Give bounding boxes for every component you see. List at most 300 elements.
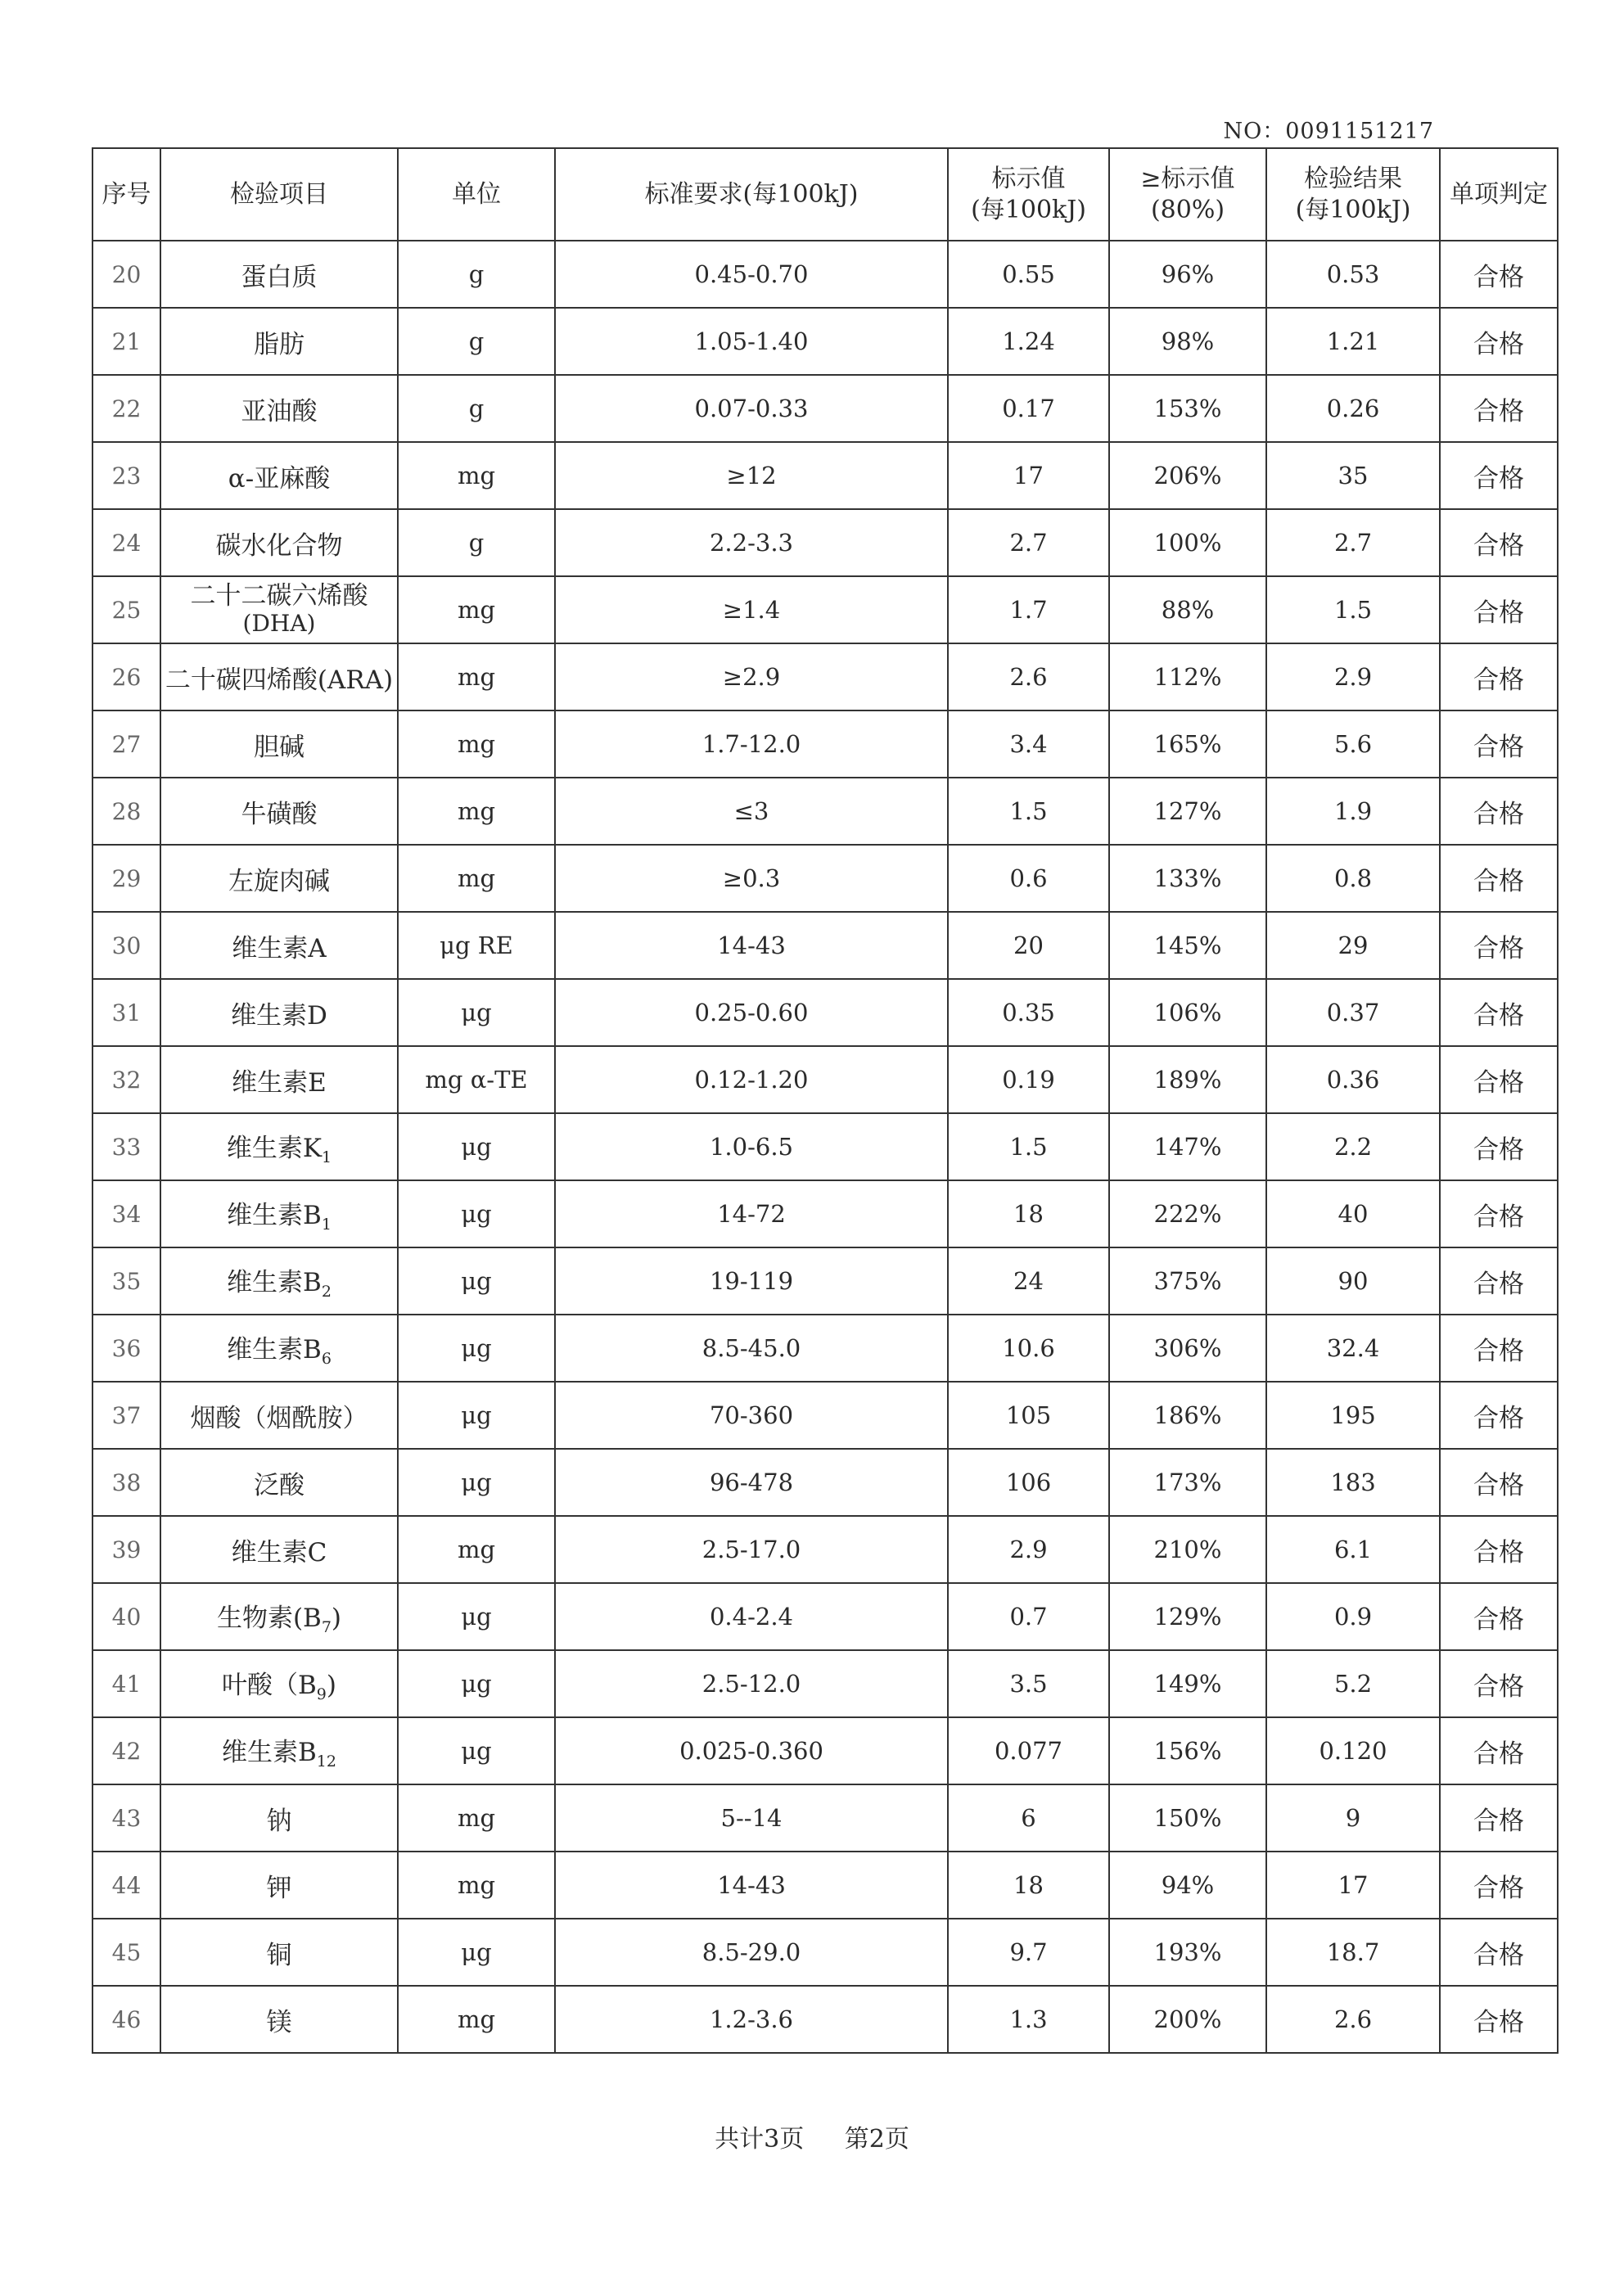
row-label-value: 20 xyxy=(948,912,1109,979)
row-item-name: 维生素B xyxy=(222,1737,317,1767)
row-ratio: 145% xyxy=(1109,912,1266,979)
row-unit: mg xyxy=(398,1784,555,1852)
row-standard: 2.2-3.3 xyxy=(555,509,948,576)
row-ratio: 222% xyxy=(1109,1180,1266,1247)
row-label-value: 1.5 xyxy=(948,778,1109,845)
row-standard: 1.05-1.40 xyxy=(555,308,948,375)
row-item xyxy=(160,576,398,643)
table-row xyxy=(92,778,1558,845)
row-item-name: α-亚麻酸 xyxy=(228,463,331,494)
row-index: 33 xyxy=(92,1113,160,1180)
row-result: 1.21 xyxy=(1266,308,1440,375)
table-row xyxy=(92,1583,1558,1650)
table-row xyxy=(92,308,1558,375)
row-item-name: 维生素D xyxy=(231,1000,327,1031)
row-result: 0.53 xyxy=(1266,241,1440,308)
row-result: 0.37 xyxy=(1266,979,1440,1046)
row-index: 40 xyxy=(92,1583,160,1650)
row-item xyxy=(160,912,398,979)
row-item-name: 维生素B xyxy=(227,1334,322,1365)
row-ratio: 206% xyxy=(1109,442,1266,509)
row-verdict: 合格 xyxy=(1440,1180,1558,1247)
row-item-name: 叶酸（B xyxy=(222,1670,317,1700)
row-standard: 8.5-45.0 xyxy=(555,1315,948,1382)
row-unit: μg xyxy=(398,1717,555,1784)
row-standard: 0.4-2.4 xyxy=(555,1583,948,1650)
row-item xyxy=(160,241,398,308)
table-row xyxy=(92,1449,1558,1516)
row-verdict: 合格 xyxy=(1440,1315,1558,1382)
row-label-value: 105 xyxy=(948,1382,1109,1449)
row-label-value: 1.24 xyxy=(948,308,1109,375)
row-unit: mg xyxy=(398,1852,555,1919)
row-label-value: 18 xyxy=(948,1852,1109,1919)
row-label-value: 1.7 xyxy=(948,576,1109,643)
row-standard: ≥0.3 xyxy=(555,845,948,912)
header-result-line2: (每100kJ) xyxy=(1295,195,1411,224)
table-row xyxy=(92,1852,1558,1919)
row-unit: mg xyxy=(398,442,555,509)
row-index: 21 xyxy=(92,308,160,375)
header-ratio-line1: ≥标示值 xyxy=(1140,164,1235,193)
row-ratio: 153% xyxy=(1109,375,1266,442)
row-item xyxy=(160,375,398,442)
row-item-name: 维生素B xyxy=(227,1200,322,1230)
row-verdict: 合格 xyxy=(1440,1516,1558,1583)
row-label-value: 3.5 xyxy=(948,1650,1109,1717)
row-item xyxy=(160,710,398,778)
row-label-value: 6 xyxy=(948,1784,1109,1852)
table-row xyxy=(92,1247,1558,1315)
row-result: 2.7 xyxy=(1266,509,1440,576)
row-index: 42 xyxy=(92,1717,160,1784)
row-standard: 70-360 xyxy=(555,1382,948,1449)
row-item-name: 钾 xyxy=(266,1873,292,1903)
report-number: NO：0091151217 xyxy=(1223,119,1434,144)
row-item-subscript: 1 xyxy=(322,1148,332,1167)
row-item-name: 亚油酸 xyxy=(241,396,318,426)
row-verdict: 合格 xyxy=(1440,1247,1558,1315)
row-item-name-line2: (DHA) xyxy=(242,610,316,637)
row-verdict: 合格 xyxy=(1440,912,1558,979)
row-unit: g xyxy=(398,308,555,375)
row-label-value: 0.35 xyxy=(948,979,1109,1046)
row-unit: μg xyxy=(398,1919,555,1986)
row-item-name: 维生素C xyxy=(231,1537,327,1568)
row-ratio: 150% xyxy=(1109,1784,1266,1852)
table-row xyxy=(92,1382,1558,1449)
row-label-value: 0.077 xyxy=(948,1717,1109,1784)
row-verdict: 合格 xyxy=(1440,1986,1558,2053)
row-label-value: 0.19 xyxy=(948,1046,1109,1113)
header-verdict: 单项判定 xyxy=(1440,148,1558,241)
row-item xyxy=(160,1382,398,1449)
row-standard: 14-43 xyxy=(555,912,948,979)
row-index: 22 xyxy=(92,375,160,442)
row-verdict: 合格 xyxy=(1440,643,1558,710)
row-label-value: 2.9 xyxy=(948,1516,1109,1583)
table-header-row xyxy=(92,148,1558,241)
row-ratio: 98% xyxy=(1109,308,1266,375)
row-verdict: 合格 xyxy=(1440,1650,1558,1717)
row-result: 0.26 xyxy=(1266,375,1440,442)
row-verdict: 合格 xyxy=(1440,1382,1558,1449)
row-label-value: 18 xyxy=(948,1180,1109,1247)
row-item xyxy=(160,845,398,912)
row-unit: mg xyxy=(398,710,555,778)
row-standard: 19-119 xyxy=(555,1247,948,1315)
header-label-value xyxy=(948,148,1109,241)
row-ratio: 94% xyxy=(1109,1852,1266,1919)
row-item xyxy=(160,308,398,375)
row-item-subscript: 12 xyxy=(316,1752,336,1771)
row-label-value: 0.55 xyxy=(948,241,1109,308)
inspection-table xyxy=(92,147,1559,2054)
row-item-name: 泛酸 xyxy=(254,1470,304,1500)
row-verdict: 合格 xyxy=(1440,1852,1558,1919)
row-standard: 14-72 xyxy=(555,1180,948,1247)
row-index: 24 xyxy=(92,509,160,576)
row-item xyxy=(160,1315,398,1382)
row-index: 43 xyxy=(92,1784,160,1852)
row-verdict: 合格 xyxy=(1440,308,1558,375)
row-index: 36 xyxy=(92,1315,160,1382)
row-label-value: 106 xyxy=(948,1449,1109,1516)
row-item xyxy=(160,1784,398,1852)
row-standard: 0.12-1.20 xyxy=(555,1046,948,1113)
row-index: 37 xyxy=(92,1382,160,1449)
row-label-value: 0.7 xyxy=(948,1583,1109,1650)
row-standard: 8.5-29.0 xyxy=(555,1919,948,1986)
header-item: 检验项目 xyxy=(160,148,398,241)
header-ratio xyxy=(1109,148,1266,241)
row-verdict: 合格 xyxy=(1440,1113,1558,1180)
row-standard: 5--14 xyxy=(555,1784,948,1852)
row-result: 2.2 xyxy=(1266,1113,1440,1180)
table-row xyxy=(92,643,1558,710)
row-verdict: 合格 xyxy=(1440,1046,1558,1113)
row-item-name: 碳水化合物 xyxy=(215,530,343,561)
row-ratio: 106% xyxy=(1109,979,1266,1046)
header-result xyxy=(1266,148,1440,241)
row-standard: ≤3 xyxy=(555,778,948,845)
row-ratio: 156% xyxy=(1109,1717,1266,1784)
row-item xyxy=(160,1583,398,1650)
row-result: 195 xyxy=(1266,1382,1440,1449)
row-item xyxy=(160,1516,398,1583)
row-label-value: 17 xyxy=(948,442,1109,509)
row-standard: 14-43 xyxy=(555,1852,948,1919)
row-item-name: 铜 xyxy=(266,1940,292,1970)
table-row xyxy=(92,576,1558,643)
row-verdict: 合格 xyxy=(1440,375,1558,442)
page-footer xyxy=(0,2118,1624,2154)
row-unit: g xyxy=(398,241,555,308)
row-item-name: 二十碳四烯酸(ARA) xyxy=(165,665,394,695)
row-verdict: 合格 xyxy=(1440,845,1558,912)
row-standard: 0.025-0.360 xyxy=(555,1717,948,1784)
row-item xyxy=(160,1046,398,1113)
row-label-value: 1.5 xyxy=(948,1113,1109,1180)
row-item-name: 镁 xyxy=(266,2007,292,2037)
row-index: 29 xyxy=(92,845,160,912)
row-item-name: 胆碱 xyxy=(254,732,304,762)
row-item-name: 生物素(B xyxy=(216,1603,322,1633)
row-unit: mg α-TE xyxy=(398,1046,555,1113)
row-verdict: 合格 xyxy=(1440,1717,1558,1784)
row-unit: μg xyxy=(398,1449,555,1516)
row-verdict: 合格 xyxy=(1440,1784,1558,1852)
row-result: 0.36 xyxy=(1266,1046,1440,1113)
row-result: 40 xyxy=(1266,1180,1440,1247)
row-ratio: 306% xyxy=(1109,1315,1266,1382)
row-item xyxy=(160,1180,398,1247)
row-verdict: 合格 xyxy=(1440,1583,1558,1650)
row-unit: mg xyxy=(398,1986,555,2053)
table-row xyxy=(92,509,1558,576)
row-result: 17 xyxy=(1266,1852,1440,1919)
row-item-subscript: 9 xyxy=(316,1685,327,1704)
row-item xyxy=(160,1247,398,1315)
row-index: 25 xyxy=(92,576,160,643)
row-verdict: 合格 xyxy=(1440,241,1558,308)
row-standard: 1.2-3.6 xyxy=(555,1986,948,2053)
table-row xyxy=(92,1986,1558,2053)
table-row xyxy=(92,1784,1558,1852)
row-unit: μg xyxy=(398,1113,555,1180)
row-item xyxy=(160,1986,398,2053)
table-row xyxy=(92,1113,1558,1180)
row-label-value: 0.6 xyxy=(948,845,1109,912)
row-unit: mg xyxy=(398,576,555,643)
header-label-value-line1: 标示值 xyxy=(991,164,1066,193)
row-index: 34 xyxy=(92,1180,160,1247)
row-ratio: 100% xyxy=(1109,509,1266,576)
row-ratio: 149% xyxy=(1109,1650,1266,1717)
row-ratio: 200% xyxy=(1109,1986,1266,2053)
row-item-name: 维生素B xyxy=(227,1267,322,1297)
header-index: 序号 xyxy=(92,148,160,241)
row-index: 41 xyxy=(92,1650,160,1717)
table-row xyxy=(92,912,1558,979)
row-item-name: 烟酸（烟酰胺） xyxy=(190,1403,368,1433)
table-row xyxy=(92,442,1558,509)
row-standard: 2.5-12.0 xyxy=(555,1650,948,1717)
row-index: 20 xyxy=(92,241,160,308)
row-verdict: 合格 xyxy=(1440,576,1558,643)
row-item-name: 钠 xyxy=(266,1806,292,1836)
row-item xyxy=(160,1113,398,1180)
row-verdict: 合格 xyxy=(1440,979,1558,1046)
row-item-name: 二十二碳六烯酸 xyxy=(190,581,368,611)
row-ratio: 193% xyxy=(1109,1919,1266,1986)
table-row xyxy=(92,1650,1558,1717)
row-ratio: 165% xyxy=(1109,710,1266,778)
row-result: 5.2 xyxy=(1266,1650,1440,1717)
row-unit: g xyxy=(398,509,555,576)
row-unit: μg xyxy=(398,1247,555,1315)
row-item-subscript: 6 xyxy=(321,1350,332,1369)
row-standard: 1.0-6.5 xyxy=(555,1113,948,1180)
row-result: 0.9 xyxy=(1266,1583,1440,1650)
row-ratio: 96% xyxy=(1109,241,1266,308)
row-result: 35 xyxy=(1266,442,1440,509)
row-ratio: 173% xyxy=(1109,1449,1266,1516)
row-result: 183 xyxy=(1266,1449,1440,1516)
row-unit: μg xyxy=(398,1650,555,1717)
table-row xyxy=(92,1919,1558,1986)
row-standard: 2.5-17.0 xyxy=(555,1516,948,1583)
row-index: 44 xyxy=(92,1852,160,1919)
row-unit: mg xyxy=(398,778,555,845)
row-unit: μg xyxy=(398,979,555,1046)
row-result: 29 xyxy=(1266,912,1440,979)
row-item xyxy=(160,1717,398,1784)
row-item-suffix: ) xyxy=(331,1603,342,1633)
row-index: 46 xyxy=(92,1986,160,2053)
row-item-name: 维生素K xyxy=(226,1133,323,1163)
row-ratio: 133% xyxy=(1109,845,1266,912)
row-item xyxy=(160,509,398,576)
row-unit: μg xyxy=(398,1180,555,1247)
row-unit: mg xyxy=(398,643,555,710)
row-item-subscript: 1 xyxy=(321,1216,332,1234)
row-verdict: 合格 xyxy=(1440,1449,1558,1516)
header-ratio-line2: (80%) xyxy=(1150,195,1225,224)
row-standard: 1.7-12.0 xyxy=(555,710,948,778)
row-label-value: 1.3 xyxy=(948,1986,1109,2053)
row-label-value: 10.6 xyxy=(948,1315,1109,1382)
row-item-name: 维生素E xyxy=(232,1067,327,1098)
row-index: 45 xyxy=(92,1919,160,1986)
row-label-value: 3.4 xyxy=(948,710,1109,778)
row-ratio: 112% xyxy=(1109,643,1266,710)
row-verdict: 合格 xyxy=(1440,778,1558,845)
row-verdict: 合格 xyxy=(1440,509,1558,576)
row-unit: mg xyxy=(398,845,555,912)
row-standard: 0.07-0.33 xyxy=(555,375,948,442)
row-item-subscript: 2 xyxy=(321,1283,332,1301)
row-standard: ≥1.4 xyxy=(555,576,948,643)
row-index: 28 xyxy=(92,778,160,845)
row-label-value: 9.7 xyxy=(948,1919,1109,1986)
row-standard: 0.25-0.60 xyxy=(555,979,948,1046)
row-item xyxy=(160,1919,398,1986)
row-index: 26 xyxy=(92,643,160,710)
row-result: 1.9 xyxy=(1266,778,1440,845)
row-verdict: 合格 xyxy=(1440,1919,1558,1986)
row-item-name: 脂肪 xyxy=(254,329,304,359)
table-row xyxy=(92,1717,1558,1784)
header-standard: 标准要求(每100kJ) xyxy=(555,148,948,241)
row-ratio: 186% xyxy=(1109,1382,1266,1449)
row-unit: μg xyxy=(398,1583,555,1650)
row-result: 18.7 xyxy=(1266,1919,1440,1986)
row-label-value: 2.7 xyxy=(948,509,1109,576)
row-ratio: 189% xyxy=(1109,1046,1266,1113)
row-result: 2.6 xyxy=(1266,1986,1440,2053)
row-standard: ≥12 xyxy=(555,442,948,509)
row-index: 39 xyxy=(92,1516,160,1583)
row-item xyxy=(160,979,398,1046)
row-result: 5.6 xyxy=(1266,710,1440,778)
row-item-name: 蛋白质 xyxy=(241,262,318,292)
row-unit: g xyxy=(398,375,555,442)
row-index: 23 xyxy=(92,442,160,509)
row-result: 0.120 xyxy=(1266,1717,1440,1784)
row-label-value: 24 xyxy=(948,1247,1109,1315)
footer-current-page: 第2页 xyxy=(844,2125,909,2154)
row-index: 31 xyxy=(92,979,160,1046)
header-unit: 单位 xyxy=(398,148,555,241)
row-unit: μg xyxy=(398,1315,555,1382)
row-unit: μg xyxy=(398,1382,555,1449)
row-ratio: 375% xyxy=(1109,1247,1266,1315)
row-ratio: 88% xyxy=(1109,576,1266,643)
row-ratio: 129% xyxy=(1109,1583,1266,1650)
row-item xyxy=(160,1650,398,1717)
row-index: 38 xyxy=(92,1449,160,1516)
row-item xyxy=(160,778,398,845)
table-row xyxy=(92,1516,1558,1583)
row-result: 6.1 xyxy=(1266,1516,1440,1583)
row-result: 32.4 xyxy=(1266,1315,1440,1382)
row-unit: mg xyxy=(398,1516,555,1583)
row-unit: μg RE xyxy=(398,912,555,979)
row-index: 27 xyxy=(92,710,160,778)
row-label-value: 0.17 xyxy=(948,375,1109,442)
table-row xyxy=(92,1315,1558,1382)
table-row xyxy=(92,845,1558,912)
row-item-suffix: ) xyxy=(326,1670,336,1700)
row-item-name: 左旋肉碱 xyxy=(228,866,330,896)
row-index: 32 xyxy=(92,1046,160,1113)
row-ratio: 127% xyxy=(1109,778,1266,845)
row-item xyxy=(160,643,398,710)
row-standard: 96-478 xyxy=(555,1449,948,1516)
row-item xyxy=(160,1449,398,1516)
row-result: 0.8 xyxy=(1266,845,1440,912)
table-row xyxy=(92,241,1558,308)
header-result-line1: 检验结果 xyxy=(1304,164,1402,193)
table-row xyxy=(92,375,1558,442)
row-verdict: 合格 xyxy=(1440,442,1558,509)
row-item-subscript: 7 xyxy=(321,1618,332,1637)
row-standard: 0.45-0.70 xyxy=(555,241,948,308)
row-result: 2.9 xyxy=(1266,643,1440,710)
table-row xyxy=(92,1180,1558,1247)
row-verdict: 合格 xyxy=(1440,710,1558,778)
table-row xyxy=(92,979,1558,1046)
row-ratio: 147% xyxy=(1109,1113,1266,1180)
row-item xyxy=(160,442,398,509)
table-row xyxy=(92,710,1558,778)
row-standard: ≥2.9 xyxy=(555,643,948,710)
row-index: 35 xyxy=(92,1247,160,1315)
row-label-value: 2.6 xyxy=(948,643,1109,710)
row-result: 1.5 xyxy=(1266,576,1440,643)
footer-total-pages: 共计3页 xyxy=(715,2125,805,2154)
row-result: 9 xyxy=(1266,1784,1440,1852)
header-label-value-line2: (每100kJ) xyxy=(971,195,1086,224)
row-result: 90 xyxy=(1266,1247,1440,1315)
row-item-name: 牛磺酸 xyxy=(241,799,318,829)
row-item-name: 维生素A xyxy=(232,933,327,963)
row-item xyxy=(160,1852,398,1919)
row-ratio: 210% xyxy=(1109,1516,1266,1583)
table-row xyxy=(92,1046,1558,1113)
row-index: 30 xyxy=(92,912,160,979)
